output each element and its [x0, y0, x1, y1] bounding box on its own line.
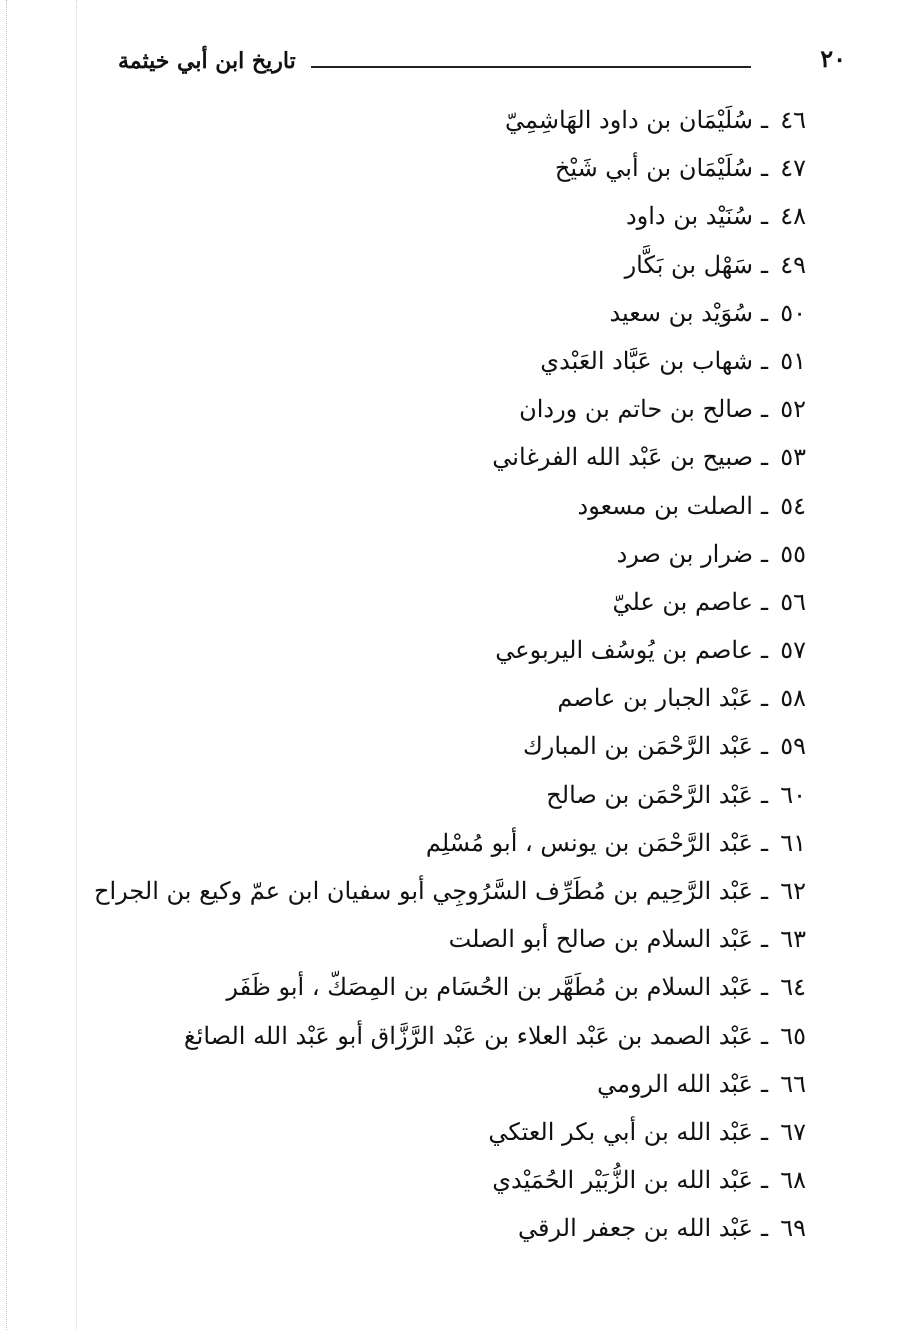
entry-name: عَبْد الرَّحْمَن بن يونس ، أبو مُسْلِم — [425, 828, 753, 857]
entry-dash: ـ — [760, 1214, 768, 1243]
entry-name: عاصم بن يُوسُف اليربوعي — [495, 636, 753, 665]
entry-dash: ـ — [760, 877, 768, 905]
entry-dash: ـ — [760, 298, 768, 327]
entry-number: ٥٥ — [780, 539, 806, 568]
header-rule — [311, 66, 751, 68]
entry-dash: ـ — [760, 154, 768, 183]
entry-name: صبيح بن عَبْد الله الفرغاني — [492, 443, 753, 472]
entry-number: ٥٣ — [780, 443, 806, 472]
entry-dash: ـ — [760, 1069, 768, 1098]
page-header — [100, 40, 861, 90]
entry-number: ٦٥ — [780, 1021, 806, 1050]
list-item — [86, 241, 806, 289]
book-title: تاريخ ابن أبي خيثمة — [118, 48, 296, 74]
entry-number: ٦٨ — [780, 1166, 806, 1195]
entry-dash: ـ — [760, 491, 768, 520]
list-item — [86, 385, 806, 433]
entry-name: سَهْل بن بَكَّار — [624, 250, 753, 279]
list-item — [86, 578, 806, 626]
page-number: ٢٠ — [820, 44, 846, 73]
list-item — [86, 771, 806, 819]
entry-dash: ـ — [760, 925, 768, 954]
entry-number: ٤٨ — [780, 202, 806, 231]
entry-name: سُوَيْد بن سعيد — [609, 298, 753, 327]
entry-number: ٥٢ — [780, 395, 806, 424]
entry-dash: ـ — [760, 587, 768, 616]
entry-number: ٦١ — [780, 828, 806, 857]
entry-dash: ـ — [760, 346, 768, 375]
entry-dash: ـ — [760, 973, 768, 1002]
entry-number: ٥٠ — [780, 298, 806, 327]
entry-number: ٥٤ — [780, 491, 806, 520]
list-item — [86, 819, 806, 867]
entry-dash: ـ — [760, 443, 768, 472]
entry-name: صالح بن حاتم بن وردان — [519, 395, 753, 424]
entry-name: سُلَيْمَان بن أبي شَيْخ — [554, 154, 753, 183]
entry-number: ٦٢ — [780, 877, 806, 905]
list-item — [86, 1156, 806, 1204]
entry-name: عَبْد الرَّحْمَن بن صالح — [546, 780, 753, 809]
entry-dash: ـ — [760, 1021, 768, 1050]
entry-name: عَبْد السلام بن مُطَهَّر بن الحُسَام بن المِصَكّ ، أبو ظَفَر — [226, 973, 753, 1002]
list-item — [86, 289, 806, 337]
entry-number: ٦٤ — [780, 973, 806, 1002]
entry-dash: ـ — [760, 539, 768, 568]
entry-number: ٤٦ — [780, 106, 806, 134]
entry-number: ٤٧ — [780, 154, 806, 183]
entry-name: عَبْد السلام بن صالح أبو الصلت — [448, 925, 753, 954]
list-item — [86, 1060, 806, 1108]
entry-number: ٦٩ — [780, 1214, 806, 1243]
entry-name: عاصم بن عليّ — [612, 587, 753, 616]
list-item — [86, 1012, 806, 1060]
list-item — [86, 192, 806, 240]
entry-number: ٦٠ — [780, 780, 806, 809]
list-item — [86, 915, 806, 963]
entry-dash: ـ — [760, 1166, 768, 1195]
entry-name: عَبْد الرَّحِيم بن مُطَرِّف السَّرُوجِي أبو سفيان ابن عمّ وكيع بن الجراح — [94, 877, 753, 905]
entry-dash: ـ — [760, 106, 768, 134]
entry-name: عَبْد الله الرومي — [597, 1069, 753, 1098]
list-item — [86, 337, 806, 385]
list-item — [86, 1204, 806, 1252]
entry-number: ٥٧ — [780, 636, 806, 665]
entry-dash: ـ — [760, 732, 768, 761]
entry-dash: ـ — [760, 684, 768, 713]
entry-name: عَبْد الجبار بن عاصم — [557, 684, 753, 713]
entry-dash: ـ — [760, 250, 768, 279]
list-item — [86, 722, 806, 770]
entry-name: شهاب بن عَبَّاد العَبْدي — [540, 346, 753, 375]
entry-name: ضرار بن صرد — [616, 539, 753, 568]
entry-name: عَبْد الرَّحْمَن بن المبارك — [522, 732, 753, 761]
entry-name: عَبْد الله بن الزُّبَيْر الحُمَيْدي — [492, 1166, 753, 1195]
entry-number: ٦٧ — [780, 1117, 806, 1146]
entry-dash: ـ — [760, 828, 768, 857]
list-item — [86, 867, 806, 915]
entry-number: ٥٩ — [780, 732, 806, 761]
entry-number: ٥١ — [780, 346, 806, 375]
entry-number: ٤٩ — [780, 250, 806, 279]
entry-name: عَبْد الصمد بن عَبْد العلاء بن عَبْد الرَّزَّاق أبو عَبْد الله الصائغ — [183, 1021, 753, 1050]
list-item — [86, 674, 806, 722]
entry-number: ٦٦ — [780, 1069, 806, 1098]
scan-edge-dots-inner — [76, 0, 77, 1330]
list-item — [86, 144, 806, 192]
entry-name: سُنَيْد بن داود — [625, 202, 753, 231]
list-item — [86, 626, 806, 674]
entry-dash: ـ — [760, 780, 768, 809]
entry-number: ٥٦ — [780, 587, 806, 616]
entry-number: ٦٣ — [780, 925, 806, 954]
list-item — [86, 96, 806, 144]
list-item — [86, 433, 806, 481]
entry-list — [86, 96, 806, 1253]
entry-number: ٥٨ — [780, 684, 806, 713]
entry-dash: ـ — [760, 636, 768, 665]
scan-edge-dots — [6, 0, 7, 1330]
list-item — [86, 1108, 806, 1156]
list-item — [86, 530, 806, 578]
list-item — [86, 482, 806, 530]
entry-dash: ـ — [760, 1117, 768, 1146]
entry-name: الصلت بن مسعود — [577, 491, 753, 520]
entry-name: سُلَيْمَان بن داود الهَاشِمِيّ — [505, 106, 753, 134]
entry-dash: ـ — [760, 202, 768, 231]
entry-dash: ـ — [760, 395, 768, 424]
entry-name: عَبْد الله بن جعفر الرقي — [518, 1214, 753, 1243]
entry-name: عَبْد الله بن أبي بكر العتكي — [488, 1117, 753, 1146]
list-item — [86, 963, 806, 1011]
